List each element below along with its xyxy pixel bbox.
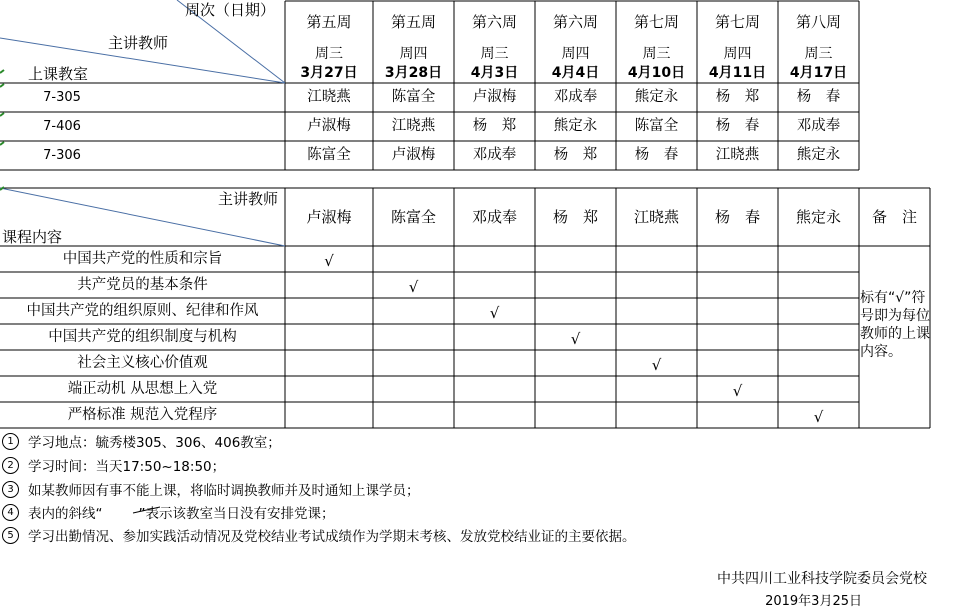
teacher-header: 卢淑梅 xyxy=(306,207,352,226)
topic-label: 中国共产党的组织制度与机构 xyxy=(48,328,237,345)
column-date: 4月3日 xyxy=(470,65,519,81)
footer-org: 中共四川工业科技学院委员会党校 xyxy=(717,571,927,587)
column-week: 第六周 xyxy=(471,12,517,31)
column-week: 第六周 xyxy=(552,12,598,31)
note-item xyxy=(2,431,281,451)
corner-room-label: 上课教室 xyxy=(28,64,89,83)
teacher-header: 杨 春 xyxy=(714,207,760,226)
note-text-after: ”表示该教室当日没有安排党课； xyxy=(138,506,335,522)
note-number: 5 xyxy=(2,527,19,544)
column-day: 周三 xyxy=(480,46,509,62)
teacher-header: 陈富全 xyxy=(390,207,436,226)
content-corner-topic-label: 课程内容 xyxy=(2,227,63,246)
teacher-cell: 邓成奉 xyxy=(553,89,598,106)
note-number: 4 xyxy=(2,504,19,521)
teacher-cell: 江晓燕 xyxy=(307,89,351,106)
column-week: 第八周 xyxy=(795,12,841,31)
teacher-header: 邓成奉 xyxy=(471,207,517,226)
check-mark: √ xyxy=(651,355,662,374)
teacher-cell: 陈富全 xyxy=(307,147,351,164)
note-item xyxy=(2,479,420,499)
teacher-cell: 江晓燕 xyxy=(715,147,760,164)
remark-text: 标有“√”符号即为每位教师的上课内容。 xyxy=(860,290,930,360)
teacher-cell: 卢淑梅 xyxy=(472,89,517,106)
column-day: 周三 xyxy=(804,46,833,62)
teacher-header: 杨 郑 xyxy=(552,207,598,226)
note-text: 如某教师因有事不能上课，将临时调换教师并及时通知上课学员； xyxy=(28,483,420,499)
teacher-cell: 邓成奉 xyxy=(472,147,517,164)
column-week: 第五周 xyxy=(306,12,352,31)
topic-label: 社会主义核心价值观 xyxy=(77,354,208,371)
column-day: 周三 xyxy=(642,46,671,62)
note-number: 1 xyxy=(2,433,19,450)
corner-teacher-label: 主讲教师 xyxy=(108,33,169,52)
content-corner-teacher-label: 主讲教师 xyxy=(218,189,279,208)
check-mark: √ xyxy=(732,381,743,400)
check-mark: √ xyxy=(408,277,419,296)
teacher-cell: 杨 郑 xyxy=(472,118,517,135)
note-text: 学习地点：毓秀楼305、306、406教室； xyxy=(28,435,281,451)
column-day: 周三 xyxy=(315,46,343,62)
teacher-cell: 杨 春 xyxy=(634,147,679,164)
column-day: 周四 xyxy=(723,46,752,62)
check-mark: √ xyxy=(489,303,500,322)
teacher-cell: 杨 郑 xyxy=(553,147,598,164)
note-item xyxy=(2,455,225,475)
teacher-cell: 杨 春 xyxy=(796,89,841,106)
note-text-before: 表内的斜线“ xyxy=(28,506,103,522)
column-date: 4月17日 xyxy=(789,65,848,81)
note-number: 2 xyxy=(2,457,19,474)
teacher-cell: 熊定永 xyxy=(796,147,841,164)
column-week: 第七周 xyxy=(633,12,679,31)
corner-week-date-label: 周次（日期） xyxy=(185,0,276,19)
note-text: 学习时间：当天17:50~18:50； xyxy=(28,459,226,475)
note-item xyxy=(2,525,636,545)
column-week: 第五周 xyxy=(390,12,436,31)
note-number: 3 xyxy=(2,481,19,498)
check-mark: √ xyxy=(570,329,581,348)
room-label: 7-406 xyxy=(43,119,81,134)
teacher-cell: 江晓燕 xyxy=(391,118,436,135)
teacher-cell: 熊定永 xyxy=(553,118,598,135)
topic-label: 严格标准 规范入党程序 xyxy=(67,406,218,423)
room-label: 7-306 xyxy=(43,148,81,163)
teacher-cell: 卢淑梅 xyxy=(307,118,351,135)
teacher-cell: 杨 郑 xyxy=(715,89,760,106)
teacher-cell: 卢淑梅 xyxy=(391,147,436,164)
column-date: 4月10日 xyxy=(627,65,686,81)
teacher-cell: 陈富全 xyxy=(634,118,679,135)
topic-label: 共产党员的基本条件 xyxy=(77,276,208,293)
column-day: 周四 xyxy=(399,46,428,62)
column-day: 周四 xyxy=(561,46,590,62)
column-date: 4月11日 xyxy=(708,65,767,81)
teacher-header: 江晓燕 xyxy=(633,207,679,226)
teacher-header: 熊定永 xyxy=(795,207,841,226)
column-date: 3月27日 xyxy=(300,65,358,81)
footer-date: 2019年3月25日 xyxy=(765,593,862,609)
note-item xyxy=(2,502,335,522)
room-label: 7-305 xyxy=(43,90,81,105)
column-week: 第七周 xyxy=(714,12,760,31)
teacher-cell: 邓成奉 xyxy=(796,118,841,135)
column-date: 4月4日 xyxy=(551,65,600,81)
check-mark: √ xyxy=(813,407,824,426)
remark-header: 备 注 xyxy=(871,207,917,226)
note-text: 学习出勤情况、参加实践活动情况及党校结业考试成绩作为学期末考核、发放党校结业证的主要依据。 xyxy=(28,529,636,545)
topic-label: 端正动机 从思想上入党 xyxy=(67,380,218,397)
topic-label: 中国共产党的性质和宗旨 xyxy=(62,250,223,267)
check-mark: √ xyxy=(324,251,334,270)
topic-label: 中国共产党的组织原则、纪律和作风 xyxy=(26,302,259,319)
teacher-cell: 陈富全 xyxy=(391,89,436,106)
teacher-cell: 熊定永 xyxy=(634,89,679,106)
teacher-cell: 杨 春 xyxy=(715,118,760,135)
column-date: 3月28日 xyxy=(384,65,443,81)
